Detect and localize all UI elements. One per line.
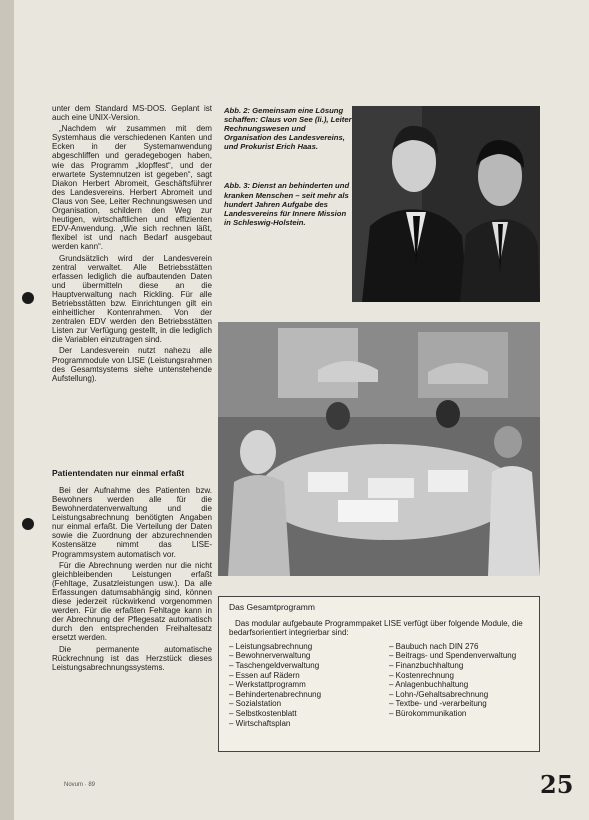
photo-group-meeting-illustration bbox=[218, 322, 540, 576]
module-list-left bbox=[229, 642, 389, 728]
list-item: – Baubuch nach DIN 276 bbox=[389, 642, 529, 652]
caption-abb2: Abb. 2: Gemeinsam eine Lösung schaffen: Claus von See (li.), Leiter Rechnungswesen und Organisation des Landesvereins, und Prokurist Erich Haas. bbox=[224, 106, 352, 152]
page-edge bbox=[0, 0, 14, 820]
list-item: – Leistungsabrechnung bbox=[229, 642, 389, 652]
paragraph: „Nachdem wir zusammen mit dem Systemhaus die verschiedenen Kanten und Ecken in der Systemanwendung abgeschliffen und geradegebogen haben, wie das Programm „klopffest“, und der erwartete Systemnutzen ist gegeben“, sagt Diakon Herbert Abromeit, Geschäftsführer des Landesvereins. Herbert Abromeit und Claus von See, Leiter Rechnungswesen und Organisation, schildern den Weg zur heutigen, wirtschaftlichen und effizienten EDV-Anwendung. „Wie sich rechnen läßt, flexibel ist und nach Bedarf ausgebaut werden kann“. bbox=[52, 124, 212, 252]
photo-group-meeting bbox=[218, 322, 540, 576]
list-item: – Wirtschaftsplan bbox=[229, 719, 389, 729]
paragraph: unter dem Standard MS-DOS. Geplant ist auch eine UNIX-Version. bbox=[52, 104, 212, 123]
list-item: – Bewohnerverwaltung bbox=[229, 651, 389, 661]
list-item: – Werkstattprogramm bbox=[229, 680, 389, 690]
photo-two-men-illustration bbox=[352, 106, 540, 302]
column-gap bbox=[52, 385, 212, 465]
list-item: – Taschengeldverwaltung bbox=[229, 661, 389, 671]
list-item: – Sozialstation bbox=[229, 699, 389, 709]
list-item: – Essen auf Rädern bbox=[229, 671, 389, 681]
punch-hole-icon bbox=[22, 518, 34, 530]
box-intro: Das modular aufgebaute Programmpaket LISE verfügt über folgende Module, die bedarfsorientiert integrierbar sind: bbox=[229, 618, 523, 638]
paragraph: Für die Abrechnung werden nur die nicht gleichbleibenden Leistungen erfaßt (Fehltage, Zusatzleistungen usw.). Da alle Erfassungen datumsabhängig sind, können diese jederzeit rückwirkend vorgenommen werden. Für die erfaßten Fehltage kann in der Abrechnung der Pflegesatz automatisch durch den entsprechenden Freihaltesatz ersetzt werden. bbox=[52, 560, 212, 643]
left-column bbox=[52, 104, 212, 674]
paragraph: Bei der Aufnahme des Patienten bzw. Bewohners werden alle für die Bewohnerdatenverwaltung und die Leistungsabrechnung benötigten Angaben nur einmal erfaßt. Die Verteilung der Daten sowie die Zuordnung der abzurechnenden Kostensätze nimmt das LISE-Programmsystem automatisch vor. bbox=[52, 485, 212, 559]
footer-source: Novum · 89 bbox=[64, 782, 96, 788]
caption-abb3: Abb. 3: Dienst an behinderten und kranken Menschen – seit mehr als hundert Jahren Aufgabe des Landesvereins für Innere Mission in Schleswig-Holstein. bbox=[224, 181, 350, 227]
paragraph: Die permanente automatische Rückrechnung ist das Herzstück dieses Leistungsabrechnungssystems. bbox=[52, 644, 212, 672]
list-item: – Kostenrechnung bbox=[389, 671, 529, 681]
list-item: – Bürokommunikation bbox=[389, 709, 529, 719]
list-item: – Textbe- und -verarbeitung bbox=[389, 699, 529, 709]
section-heading: Patientendaten nur einmal erfaßt bbox=[52, 467, 185, 478]
paragraph: Der Landesverein nutzt nahezu alle Programmodule von LISE (Leistungsrahmen des Gesamtsystems siehe untenstehende Aufstellung). bbox=[52, 346, 212, 383]
photo-captions bbox=[224, 106, 352, 257]
punch-hole-icon bbox=[22, 292, 34, 304]
list-item: – Lohn-/Gehaltsabrechnung bbox=[389, 690, 529, 700]
list-item: – Behindertenabrechnung bbox=[229, 690, 389, 700]
list-item: – Finanzbuchhaltung bbox=[389, 661, 529, 671]
module-list-right bbox=[389, 642, 529, 728]
list-item: – Selbstkostenblatt bbox=[229, 709, 389, 719]
list-item: – Anlagenbuchhaltung bbox=[389, 680, 529, 690]
paragraph: Grundsätzlich wird der Landesverein zentral verwaltet. Alle Betriebsstätten erfassen lediglich die aufbautenden Daten und übermitteln diese an die Hauptverwaltung nach Rickling. Für alle Betriebsstätten bzw. Einrichtungen gilt ein einheitlicher Kontenrahmen. Von der zentralen EDV werden den Betriebsstätten Listen zur Verfügung gestellt, in die lediglich die Variablen einzutragen sind. bbox=[52, 253, 212, 345]
photo-two-men bbox=[352, 106, 540, 302]
box-title: Das Gesamtprogramm bbox=[229, 602, 315, 612]
module-lists bbox=[229, 642, 529, 728]
list-item: – Beitrags- und Spendenverwaltung bbox=[389, 651, 529, 661]
page-number: 25 bbox=[540, 770, 574, 799]
program-overview-box bbox=[218, 596, 540, 752]
